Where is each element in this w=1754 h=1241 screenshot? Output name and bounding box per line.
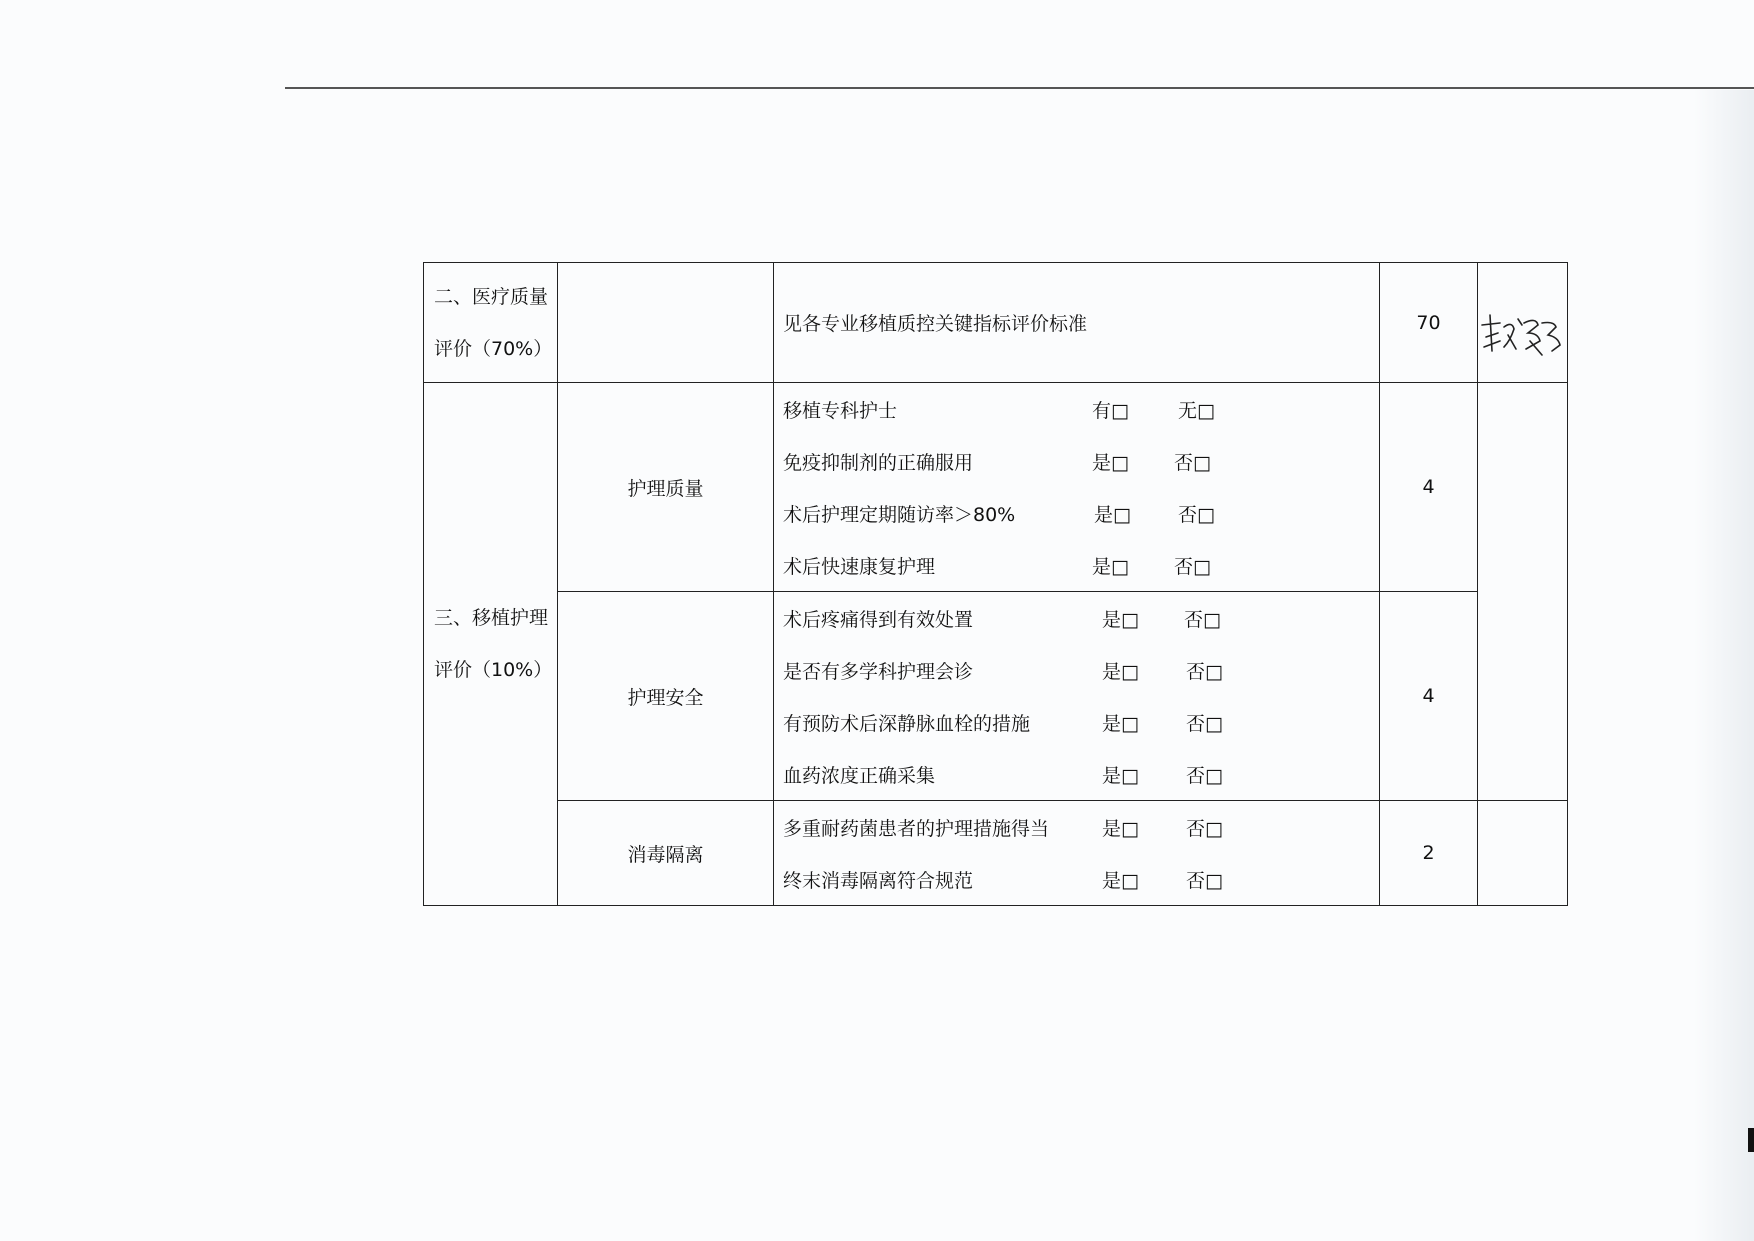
option-yes-checkbox[interactable]: 是□ <box>1102 608 1139 631</box>
item-label: 血药浓度正确采集 <box>783 764 936 787</box>
item-row <box>774 383 1379 435</box>
category-transplant-nursing <box>424 383 558 906</box>
category-line: 三、移植护理 <box>434 607 549 629</box>
option-no-checkbox[interactable]: 否□ <box>1178 503 1215 526</box>
item-label: 术后疼痛得到有效处置 <box>783 608 974 631</box>
item-label: 移植专科护士 <box>783 399 898 422</box>
option-no-checkbox[interactable]: 否□ <box>1186 817 1223 840</box>
group-name-disinfection: 消毒隔离 <box>558 801 774 906</box>
option-no-checkbox[interactable]: 否□ <box>1186 869 1223 892</box>
scan-right-shadow <box>1694 90 1754 1241</box>
evaluation-table <box>423 262 1568 906</box>
scan-edge-mark <box>1748 1128 1754 1152</box>
option-yes-checkbox[interactable]: 是□ <box>1102 869 1139 892</box>
option-yes-checkbox[interactable]: 是□ <box>1092 555 1129 578</box>
group-nursing-safety-row <box>424 592 1568 801</box>
content-cell: 见各专业移植质控关键指标评价标准 <box>774 263 1380 383</box>
group-nursing-quality-row <box>424 383 1568 592</box>
item-label: 多重耐药菌患者的护理措施得当 <box>783 817 1050 840</box>
item-row <box>774 435 1379 487</box>
signature-cell <box>1478 263 1568 383</box>
score-cell: 2 <box>1380 801 1478 906</box>
option-no-checkbox[interactable]: 无□ <box>1178 399 1215 422</box>
category-line: 评价（10%） <box>434 659 553 681</box>
option-yes-checkbox[interactable]: 是□ <box>1102 817 1139 840</box>
item-label: 终末消毒隔离符合规范 <box>783 869 974 892</box>
group-name-nursing-quality: 护理质量 <box>558 383 774 592</box>
option-no-checkbox[interactable]: 否□ <box>1174 555 1211 578</box>
option-no-checkbox[interactable]: 否□ <box>1186 712 1223 735</box>
score-cell: 70 <box>1380 263 1478 383</box>
option-yes-checkbox[interactable]: 是□ <box>1094 503 1131 526</box>
category-medical-quality <box>424 263 558 383</box>
option-yes-checkbox[interactable]: 是□ <box>1102 764 1139 787</box>
score-cell: 4 <box>1380 383 1478 592</box>
group-disinfection-row <box>424 801 1568 906</box>
subcategory-empty <box>558 263 774 383</box>
handwritten-signature-image <box>1478 263 1568 383</box>
option-no-checkbox[interactable]: 否□ <box>1184 608 1221 631</box>
signature-cell-empty <box>1478 801 1568 906</box>
group-items-disinfection <box>774 801 1380 906</box>
option-no-checkbox[interactable]: 否□ <box>1174 451 1211 474</box>
option-no-checkbox[interactable]: 否□ <box>1186 660 1223 683</box>
item-row <box>774 644 1379 696</box>
item-row <box>774 487 1379 539</box>
score-cell: 4 <box>1380 592 1478 801</box>
item-row <box>774 748 1379 800</box>
section-medical-quality-row <box>424 263 1568 383</box>
scan-top-edge-line <box>285 87 1754 89</box>
category-line: 评价（70%） <box>434 337 553 360</box>
option-no-checkbox[interactable]: 否□ <box>1186 764 1223 787</box>
option-yes-checkbox[interactable]: 是□ <box>1092 451 1129 474</box>
item-row <box>774 539 1379 591</box>
item-row <box>774 592 1379 644</box>
group-items-nursing-safety <box>774 592 1380 801</box>
signature-cell-empty <box>1478 383 1568 801</box>
option-yes-checkbox[interactable]: 是□ <box>1102 660 1139 683</box>
group-items-nursing-quality <box>774 383 1380 592</box>
item-label: 术后快速康复护理 <box>783 555 936 578</box>
item-row <box>774 801 1379 853</box>
item-row <box>774 696 1379 748</box>
item-label: 有预防术后深静脉血栓的措施 <box>783 712 1031 735</box>
item-label: 术后护理定期随访率＞80% <box>783 503 1016 526</box>
group-name-nursing-safety: 护理安全 <box>558 592 774 801</box>
item-label: 是否有多学科护理会诊 <box>783 660 974 683</box>
category-line: 二、医疗质量 <box>434 285 549 308</box>
option-yes-checkbox[interactable]: 是□ <box>1102 712 1139 735</box>
item-row <box>774 853 1379 905</box>
item-label: 免疫抑制剂的正确服用 <box>783 451 974 474</box>
option-yes-checkbox[interactable]: 有□ <box>1092 399 1129 422</box>
